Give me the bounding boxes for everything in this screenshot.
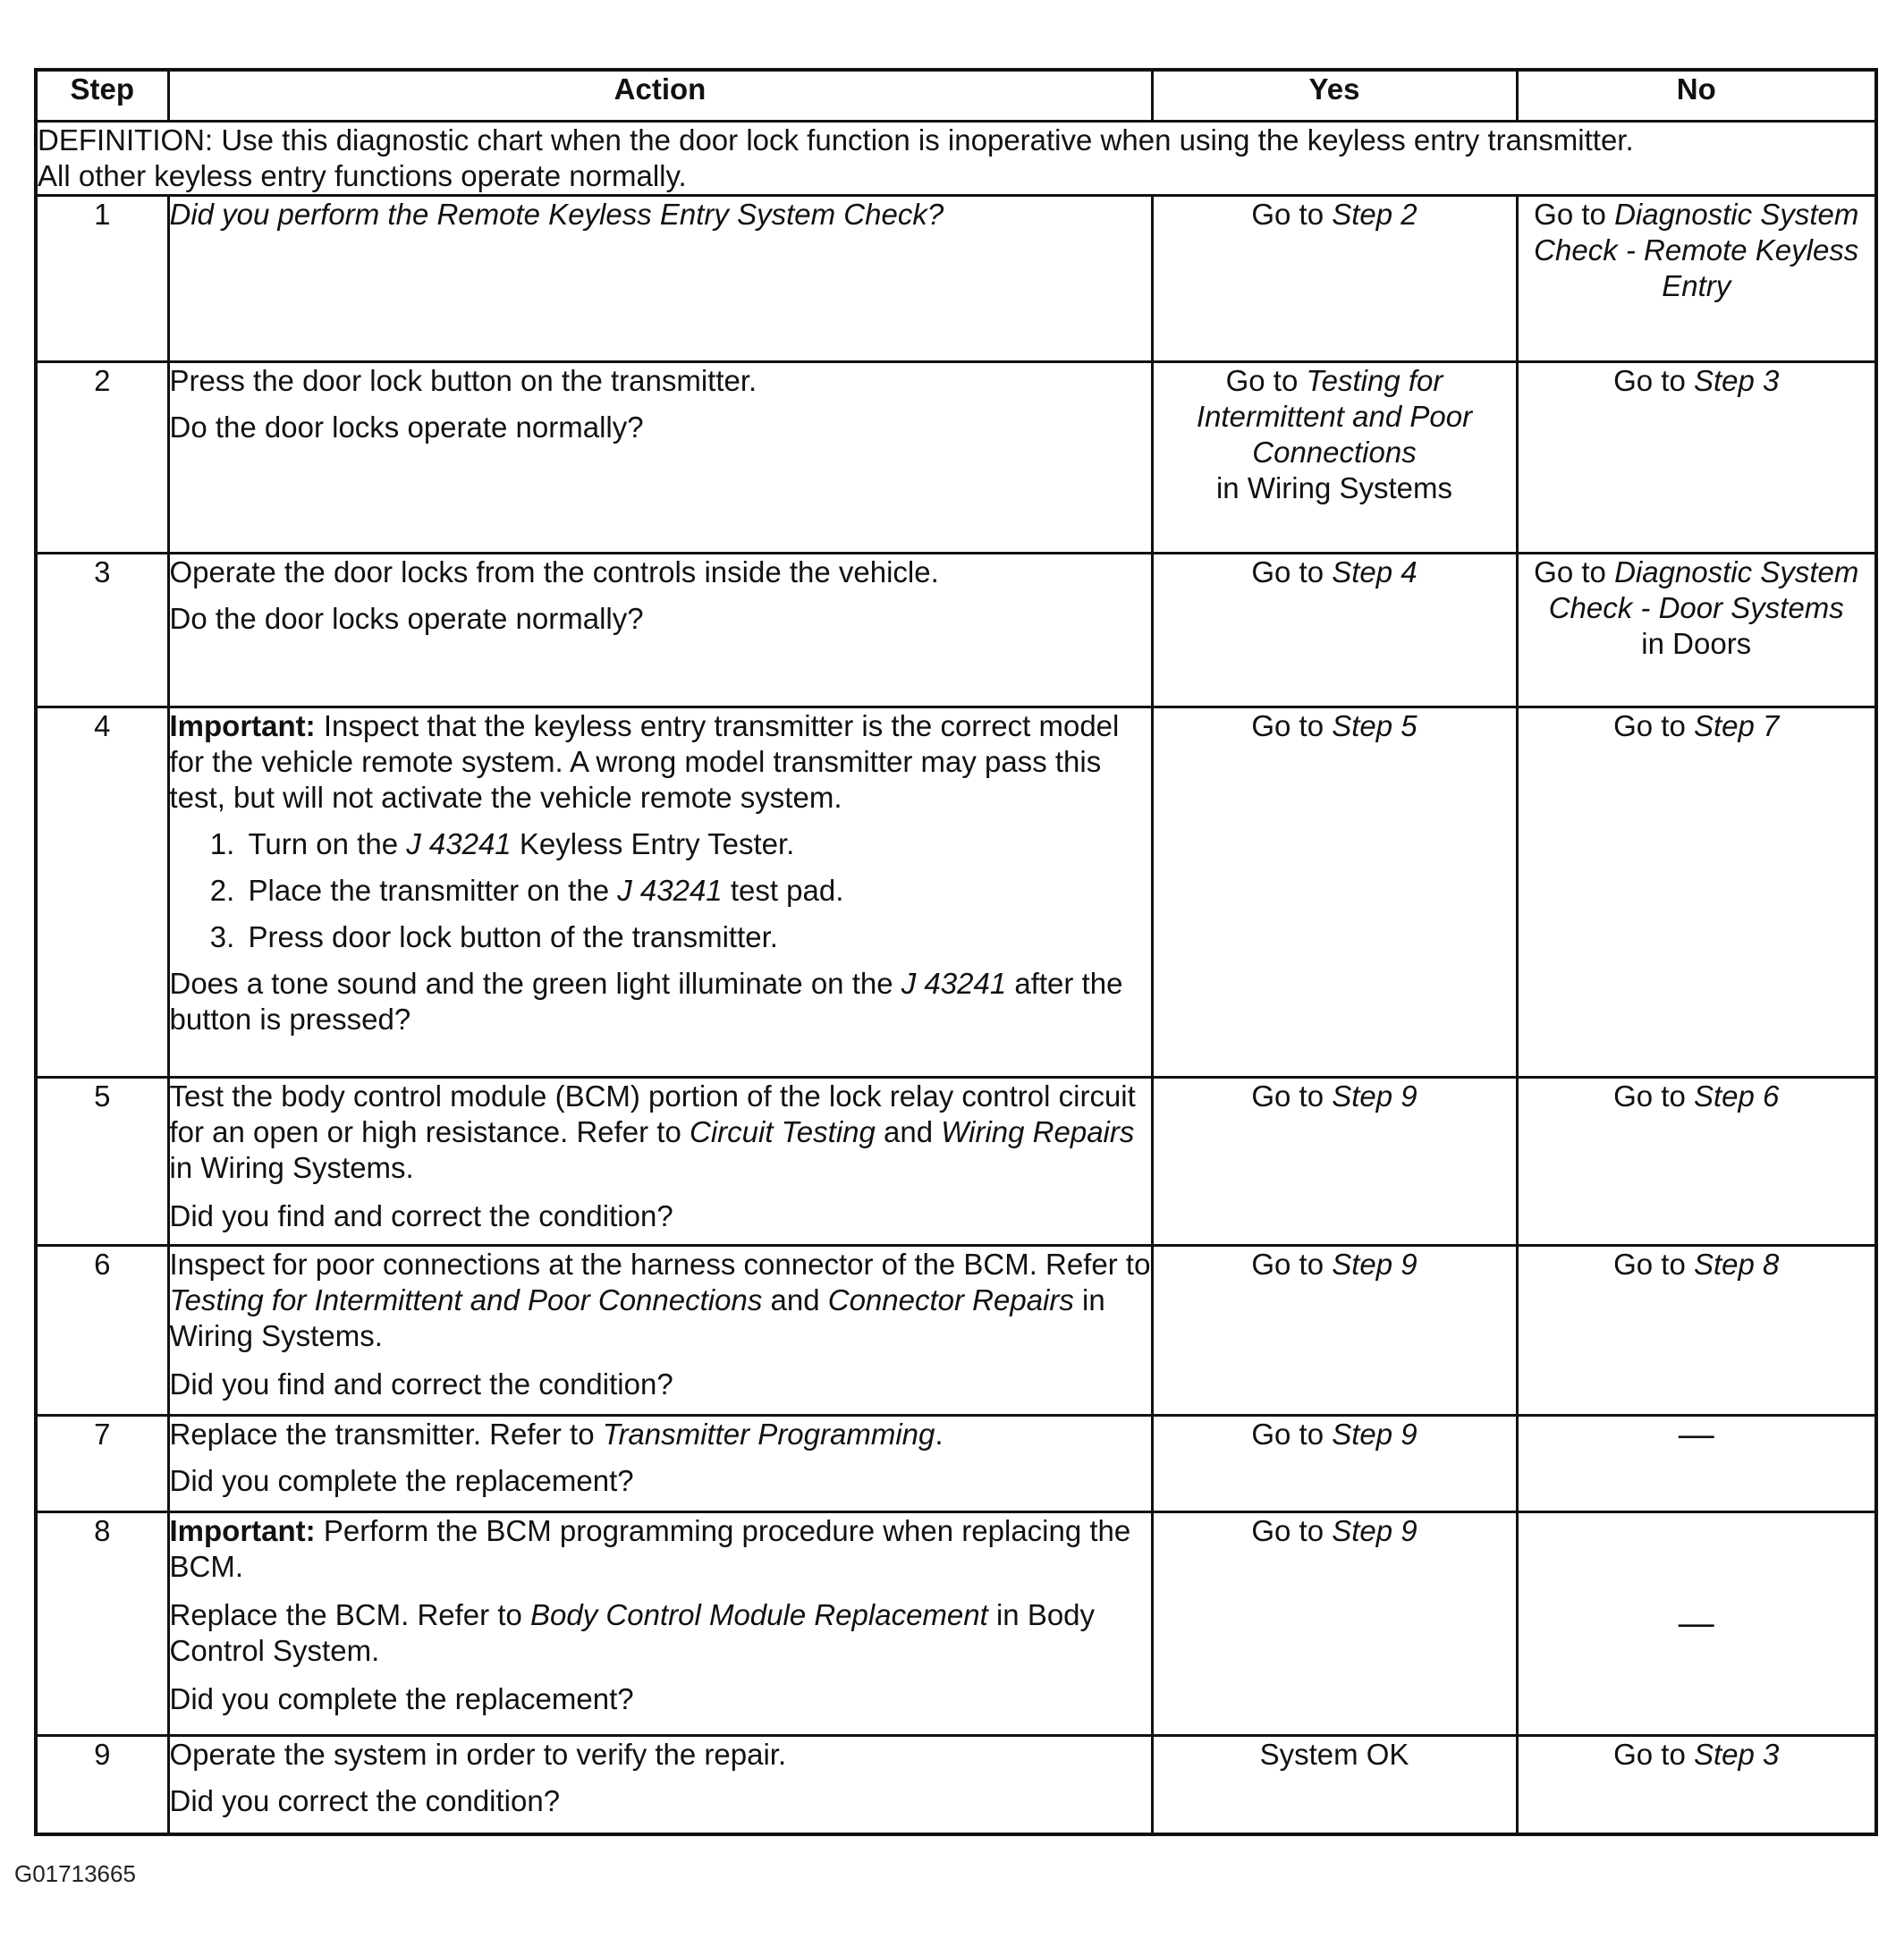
action-cell — [168, 1512, 1152, 1736]
definition-row — [36, 122, 1876, 196]
yes-cell: Go to Step 9 — [1152, 1512, 1517, 1736]
no-cell: Go to Step 8 — [1517, 1246, 1876, 1416]
list-item: 2. Place the transmitter on the J 43241 test pad. — [243, 873, 1151, 909]
action-cell — [168, 196, 1152, 362]
header-yes: Yes — [1152, 70, 1517, 122]
action-instruction: Press the door lock button on the transmitter. — [169, 364, 757, 397]
header-row — [36, 70, 1876, 122]
action-question: Did you find and correct the condition? — [169, 1199, 673, 1232]
action-cell — [168, 1078, 1152, 1246]
step-link[interactable]: Step 9 — [1332, 1248, 1417, 1281]
step-number: 2 — [36, 362, 168, 554]
procedure-link[interactable]: Connector Repairs — [827, 1283, 1074, 1316]
action-question: Did you perform the Remote Keyless Entry System Check? — [169, 198, 944, 231]
step-link[interactable]: Step 3 — [1693, 1738, 1780, 1771]
yes-cell: Go to Step 9 — [1152, 1416, 1517, 1512]
step-row-2 — [36, 362, 1876, 554]
step-row-5 — [36, 1078, 1876, 1246]
step-link[interactable]: Step 9 — [1332, 1514, 1417, 1547]
no-cell: Go to Step 7 — [1517, 707, 1876, 1078]
no-cell — [1517, 1416, 1876, 1512]
procedure-link[interactable]: Wiring Repairs — [941, 1115, 1135, 1148]
step-number: 4 — [36, 707, 168, 1078]
step-row-3 — [36, 554, 1876, 707]
no-cell: Go to Diagnostic System Check - Door Systems in Doors — [1517, 554, 1876, 707]
header-no: No — [1517, 70, 1876, 122]
action-question: Do the door locks operate normally? — [169, 602, 644, 635]
definition-line-1: DEFINITION: Use this diagnostic chart when the door lock function is inoperative when using the keyless entry transmitter. — [38, 123, 1634, 157]
yes-cell — [1152, 1736, 1517, 1834]
step-link[interactable]: Step 4 — [1332, 555, 1417, 588]
action-cell — [168, 554, 1152, 707]
action-instruction: Operate the system in order to verify the repair. — [169, 1738, 787, 1771]
step-link[interactable]: Step 9 — [1332, 1418, 1417, 1451]
action-instruction: Replace the transmitter. Refer to Transmitter Programming. — [169, 1418, 944, 1451]
procedure-link[interactable]: Diagnostic System Check - Remote Keyless Entry — [1534, 198, 1859, 302]
tool-reference: J 43241 — [901, 967, 1007, 1000]
procedure-link[interactable]: Circuit Testing — [690, 1115, 876, 1148]
yes-cell: Go to Step 2 — [1152, 196, 1517, 362]
step-link[interactable]: Step 2 — [1332, 198, 1417, 231]
procedure-link[interactable]: Testing for Intermittent and Poor Connections — [1196, 364, 1473, 469]
step-number: 6 — [36, 1246, 168, 1416]
step-row-1 — [36, 196, 1876, 362]
list-item: 1. Turn on the J 43241 Keyless Entry Tester. — [243, 826, 1151, 862]
step-link[interactable]: Step 7 — [1693, 709, 1780, 742]
yes-cell: Go to Step 9 — [1152, 1078, 1517, 1246]
action-question: Did you correct the condition? — [169, 1784, 561, 1817]
action-cell — [168, 1736, 1152, 1834]
important-note: Important: Perform the BCM programming procedure when replacing the BCM. — [169, 1514, 1131, 1583]
action-question: Do the door locks operate normally? — [169, 411, 644, 444]
definition-line-2: All other keyless entry functions operate normally. — [38, 159, 687, 192]
step-number: 3 — [36, 554, 168, 707]
step-link[interactable]: Step 5 — [1332, 709, 1417, 742]
no-cell: Go to Step 3 — [1517, 1736, 1876, 1834]
step-row-8 — [36, 1512, 1876, 1736]
figure-id-caption: G01713665 — [14, 1860, 136, 1887]
action-question: Does a tone sound and the green light illuminate on the J 43241 after the button is pressed? — [169, 967, 1123, 1036]
procedure-link[interactable]: Body Control Module Replacement — [530, 1598, 988, 1631]
yes-cell: Go to Testing for Intermittent and Poor Connections in Wiring Systems — [1152, 362, 1517, 554]
no-cell: Go to Step 6 — [1517, 1078, 1876, 1246]
step-number: 8 — [36, 1512, 168, 1736]
step-row-7 — [36, 1416, 1876, 1512]
not-applicable-dash: — — [1678, 1415, 1714, 1454]
step-link[interactable]: Step 8 — [1693, 1248, 1780, 1281]
diagnostic-chart-table — [34, 68, 1878, 1836]
header-action: Action — [168, 70, 1152, 122]
step-link[interactable]: Step 9 — [1332, 1079, 1417, 1113]
tool-reference: J 43241 — [406, 827, 512, 860]
step-row-4 — [36, 707, 1876, 1078]
step-row-9 — [36, 1736, 1876, 1834]
result-text: System OK — [1259, 1738, 1409, 1771]
procedure-link[interactable]: Testing for Intermittent and Poor Connections — [169, 1283, 763, 1316]
action-instruction: Replace the BCM. Refer to Body Control Module Replacement in Body Control System. — [169, 1598, 1096, 1667]
yes-cell: Go to Step 9 — [1152, 1246, 1517, 1416]
no-cell: Go to Step 3 — [1517, 362, 1876, 554]
not-applicable-dash: — — [1678, 1603, 1714, 1643]
procedure-list — [170, 826, 1151, 955]
yes-cell: Go to Step 5 — [1152, 707, 1517, 1078]
step-number: 1 — [36, 196, 168, 362]
no-cell: Go to Diagnostic System Check - Remote Keyless Entry — [1517, 196, 1876, 362]
step-row-6 — [36, 1246, 1876, 1416]
definition-cell — [36, 122, 1876, 196]
action-question: Did you complete the replacement? — [169, 1464, 634, 1497]
procedure-link[interactable]: Diagnostic System Check - Door Systems — [1548, 555, 1859, 624]
action-instruction: Inspect for poor connections at the harness connector of the BCM. Refer to Testing for Intermittent and Poor Connections and Connector Repairs in Wiring Systems. — [169, 1248, 1151, 1352]
action-cell — [168, 362, 1152, 554]
action-cell — [168, 1416, 1152, 1512]
no-cell — [1517, 1512, 1876, 1736]
step-link[interactable]: Step 3 — [1693, 364, 1780, 397]
action-question: Did you find and correct the condition? — [169, 1367, 673, 1401]
yes-cell: Go to Step 4 — [1152, 554, 1517, 707]
action-question: Did you complete the replacement? — [169, 1682, 634, 1715]
step-link[interactable]: Step 6 — [1693, 1079, 1780, 1113]
list-item: 3. Press door lock button of the transmitter. — [243, 919, 1151, 955]
procedure-link[interactable]: Transmitter Programming — [602, 1418, 935, 1451]
step-number: 5 — [36, 1078, 168, 1246]
action-instruction: Test the body control module (BCM) portion of the lock relay control circuit for an open or high resistance. Refer to Circuit Testing and Wiring Repairs in Wiring Systems. — [169, 1079, 1136, 1184]
step-number: 7 — [36, 1416, 168, 1512]
important-note: Important: Inspect that the keyless entry transmitter is the correct model for the vehicle remote system. A wrong model transmitter may pass this test, but will not activate the vehicle remote system. — [169, 709, 1120, 814]
step-number: 9 — [36, 1736, 168, 1834]
action-cell — [168, 707, 1152, 1078]
action-instruction: Operate the door locks from the controls inside the vehicle. — [169, 555, 939, 588]
action-cell — [168, 1246, 1152, 1416]
tool-reference: J 43241 — [617, 874, 723, 907]
header-step: Step — [36, 70, 168, 122]
